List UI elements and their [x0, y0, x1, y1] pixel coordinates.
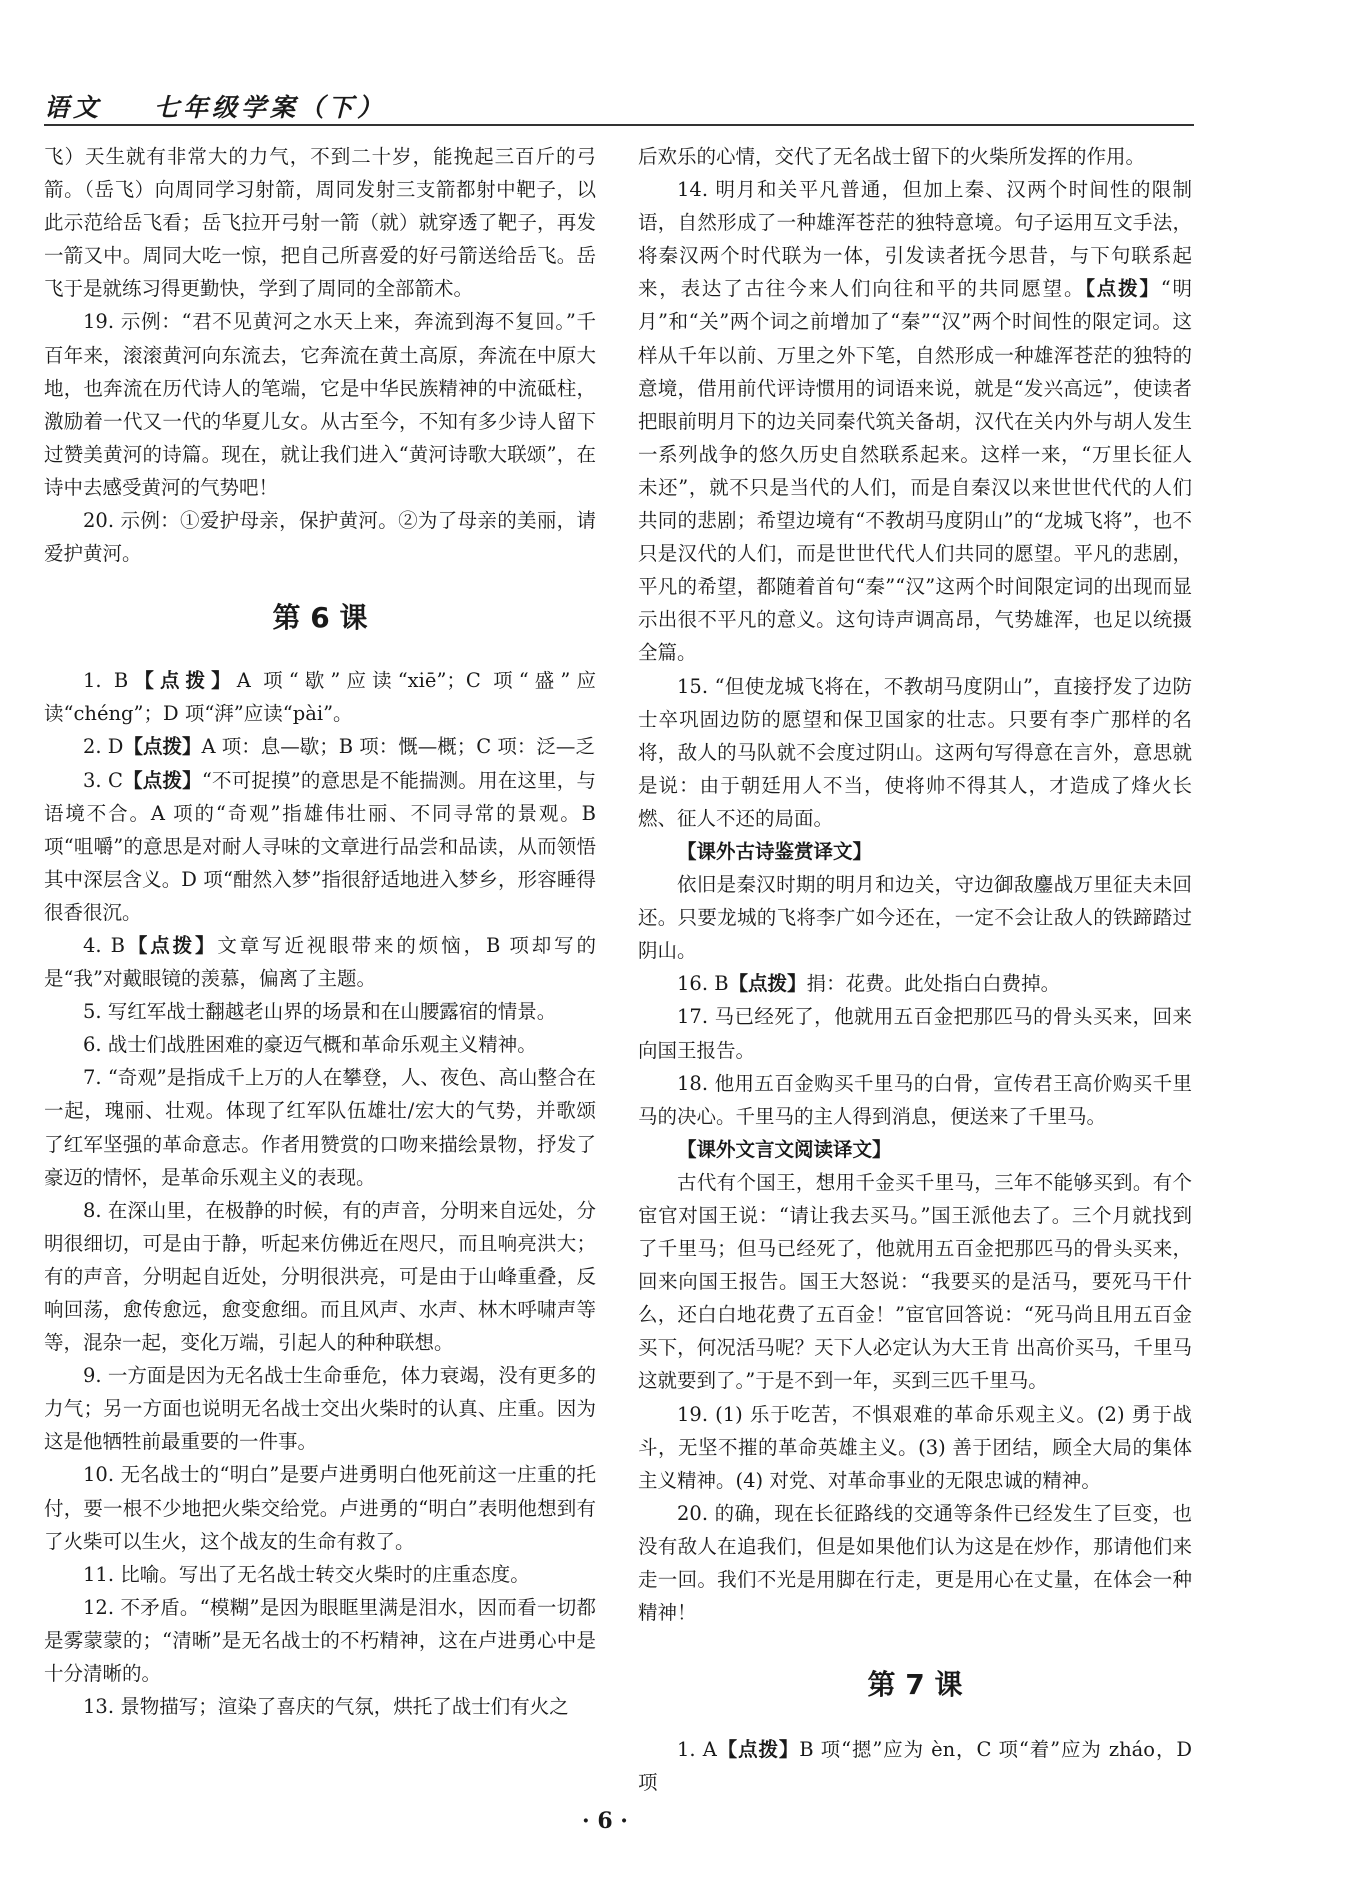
- l6-answer-15: 15. “但使龙城飞将在，不教胡马度阴山”，直接抒发了边防士卒巩固边防的愿望和保卫国家的壮志。只要有李广那样的名将，敌人的马队就不会度过阴山。这两句写得意在言外，意思就是说：由于朝廷用人不当，使将帅不得其人，才造成了烽火长燃、征人不还的局面。: [638, 674, 1192, 830]
- l6-answer-16: 16. B【点拨】捐：花费。此处指白白费掉。: [677, 972, 1061, 996]
- l6-answer-9: 9. 一方面是因为无名战士生命垂危，体力衰竭，没有更多的力气；另一方面也说明无名战士交出火柴时的认真、庄重。因为这是他牺牲前最重要的一件事。: [44, 1364, 596, 1454]
- l6-answer-18: 18. 他用五百金购买千里马的白骨，宣传君王高价购买千里马的决心。千里马的主人得到消息，便送来了千里马。: [638, 1071, 1192, 1128]
- l6-answer-19: 19. (1) 乐于吃苦，不惧艰难的革命乐观主义。(2) 勇于战斗，无坚不摧的革命英雄主义。(3) 善于团结，顾全大局的集体主义精神。(4) 对党、对革命事业的无限忠诚的精神。: [638, 1402, 1192, 1492]
- right-column: [638, 140, 1192, 1799]
- l6-answer-8: 8. 在深山里，在极静的时候，有的声音，分明来自远处，分明很细切，可是由于静，听起来仿佛近在咫尺，而且响亮洪大；有的声音，分明起自近处，分明很洪亮，可是由于山峰重叠，反响回荡，愈传愈远，愈变愈细。而且风声、水声、林木呼啸声等等，混杂一起，变化万端，引起人的种种联想。: [44, 1198, 596, 1355]
- l6-answer-4: 4. B【点拨】文章写近视眼带来的烦恼，B 项却写的是“我”对戴眼镜的羡慕，偏离了主题。: [44, 933, 596, 991]
- prose-translation-text: 古代有个国王，想用千金买千里马，三年不能够买到。有个宦官对国王说：“请让我去买马。”国王派他去了。三个月就找到了千里马；但马已经死了，他就用五百金把那匹马的骨头买来，回来向国王报告。国王大怒说：“我要买的是活马，要死马干什么，还白白地花费了五百金！”宦官回答说：“死马尚且用五百金买下，何况活马呢？天下人必定认为大王肯 出高价买马，千里马这就要到了。”于是不到一年，买到三匹千里马。: [638, 1170, 1192, 1393]
- left-column: [44, 140, 596, 1723]
- answer-intro-continued: 飞）天生就有非常大的力气，不到二十岁，能挽起三百斤的弓箭。（岳飞）向周同学习射箭，周同发射三支箭都射中靶子，以此示范给岳飞看；岳飞拉开弓射一箭（就）就穿透了靶子，再发一箭又中。周同大吃一惊，把自己所喜爱的好弓箭送给岳飞。岳飞于是就练习得更勤快，学到了周同的全部箭术。: [44, 145, 596, 301]
- l6-answer-20: 20. 的确，现在长征路线的交通等条件已经发生了巨变，也没有敌人在追我们，但是如果他们认为这是在炒作，那请他们来走一回。我们不光是用脚在行走，更是用心在丈量，在体会一种精神！: [638, 1501, 1192, 1625]
- poem-translation-text: 依旧是秦汉时期的明月和边关，守边御敌鏖战万里征夫未回还。只要龙城的飞将李广如今还在，一定不会让敌人的铁蹄踏过阴山。: [638, 873, 1192, 963]
- l7-answer-1: 1. A【点拨】B 项“摁”应为 èn，C 项“着”应为 zháo，D 项: [638, 1738, 1192, 1795]
- poem-translation-heading: 【课外古诗鉴赏译文】: [677, 839, 873, 863]
- lesson-6-title: 第 6 课: [272, 601, 368, 635]
- answer-20: 20. 示例：①爱护母亲，保护黄河。②为了母亲的美丽，请爱护黄河。: [44, 509, 596, 566]
- l6-answer-11: 11. 比喻。写出了无名战士转交火柴时的庄重态度。: [83, 1562, 530, 1586]
- l6-answer-14: 14. 明月和关平凡普通，但加上秦、汉两个时间性的限制语，自然形成了一种雄浑苍茫的独特意境。句子运用互文手法，将秦汉两个时代联为一体，引发读者抚今思昔，与下句联系起来，表达了古往今来人们向往和平的共同愿望。【点拨】“明月”和“关”两个词之前增加了“秦”“汉”两个时间性的限定词。这样从千年以前、万里之外下笔，自然形成一种雄浑苍茫的独特的意境，借用前代评诗惯用的词语来说，就是“发兴高远”，使读者把眼前明月下的边关同秦代筑关备胡，汉代在关内外与胡人发生一系列战争的悠久历史自然联系起来。这样一来，“万里长征人未还”，就不只是当代的人们，而是自秦汉以来世世代代的人们共同的悲剧；希望边境有“不教胡马度阴山”的“龙城飞将”，也不只是汉代的人们，而是世世代代人们共同的愿望。平凡的悲剧，平凡的希望，都随着首句“秦”“汉”这两个时间限定词的出现而显示出很不平凡的意义。这句诗声调高昂，气势雄浑，也足以统摄全篇。: [638, 178, 1192, 665]
- l6-answer-10: 10. 无名战士的“明白”是要卢进勇明白他死前这一庄重的托付，要一根不少地把火柴交给党。卢进勇的“明白”表明他想到有了火柴可以生火，这个战友的生命有救了。: [44, 1463, 596, 1553]
- l6-answer-17: 17. 马已经死了，他就用五百金把那匹马的骨头买来，回来向国王报告。: [638, 1005, 1192, 1062]
- l6-answer-2: 2. D【点拨】A 项：息—歇；B 项：慨—概；C 项：泛—乏: [83, 735, 595, 759]
- l6-answer-5: 5. 写红军战士翻越老山界的场景和在山腰露宿的情景。: [83, 1000, 557, 1024]
- l6-answer-7: 7. “奇观”是指成千上万的人在攀登，人、夜色、高山整合在一起，瑰丽、壮观。体现了红军队伍雄壮/宏大的气势，并歌颂了红军坚强的革命意志。作者用赞赏的口吻来描绘景物，抒发了豪迈的情怀，是革命乐观主义的表现。: [44, 1066, 596, 1189]
- l6-answer-6: 6. 战士们战胜困难的豪迈气概和革命乐观主义精神。: [83, 1033, 537, 1057]
- l6-answer-1: 1. B【点拨】A 项“歇”应读“xiē”；C 项“盛”应读“chéng”；D 项“湃”应读“pài”。: [44, 669, 596, 726]
- l6-answer-3: 3. C【点拨】“不可捉摸”的意思是不能揣测。用在这里，与语境不合。A 项的“奇观”指雄伟壮丽、不同寻常的景观。B 项“咀嚼”的意思是对耐人寻味的文章进行品尝和品读，从而领悟其中深层含义。D 项“酣然入梦”指很舒适地进入梦乡，形容睡得很香很沉。: [44, 768, 596, 924]
- l6-answer-13: 13. 景物描写；渲染了喜庆的气氛，烘托了战士们有火之: [83, 1695, 569, 1719]
- header-subject: 语文: [44, 93, 103, 122]
- page-header: [44, 86, 1194, 126]
- prose-translation-heading: 【课外文言文阅读译文】: [677, 1137, 892, 1161]
- l6-answer-13-continued: 后欢乐的心情，交代了无名战士留下的火柴所发挥的作用。: [638, 145, 1146, 168]
- page-number: · 6 ·: [582, 1808, 628, 1834]
- lesson-7-title: 第 7 课: [867, 1668, 963, 1702]
- l6-answer-12: 12. 不矛盾。“模糊”是因为眼眶里满是泪水，因而看一切都是雾蒙蒙的；“清晰”是无名战士的不朽精神，这在卢进勇心中是十分清晰的。: [44, 1595, 596, 1686]
- header-book-title: 七年级学案（下）: [154, 93, 387, 122]
- answer-19: 19. 示例：“君不见黄河之水天上来，奔流到海不复回。”千百年来，滚滚黄河向东流去，它奔流在黄土高原，奔流在中原大地，也奔流在历代诗人的笔端，它是中华民族精神的中流砥柱，激励着一代又一代的华夏儿女。从古至今，不知有多少诗人留下过赞美黄河的诗篇。现在，就让我们进入“黄河诗歌大联颂”，在诗中去感受黄河的气势吧！: [44, 310, 596, 499]
